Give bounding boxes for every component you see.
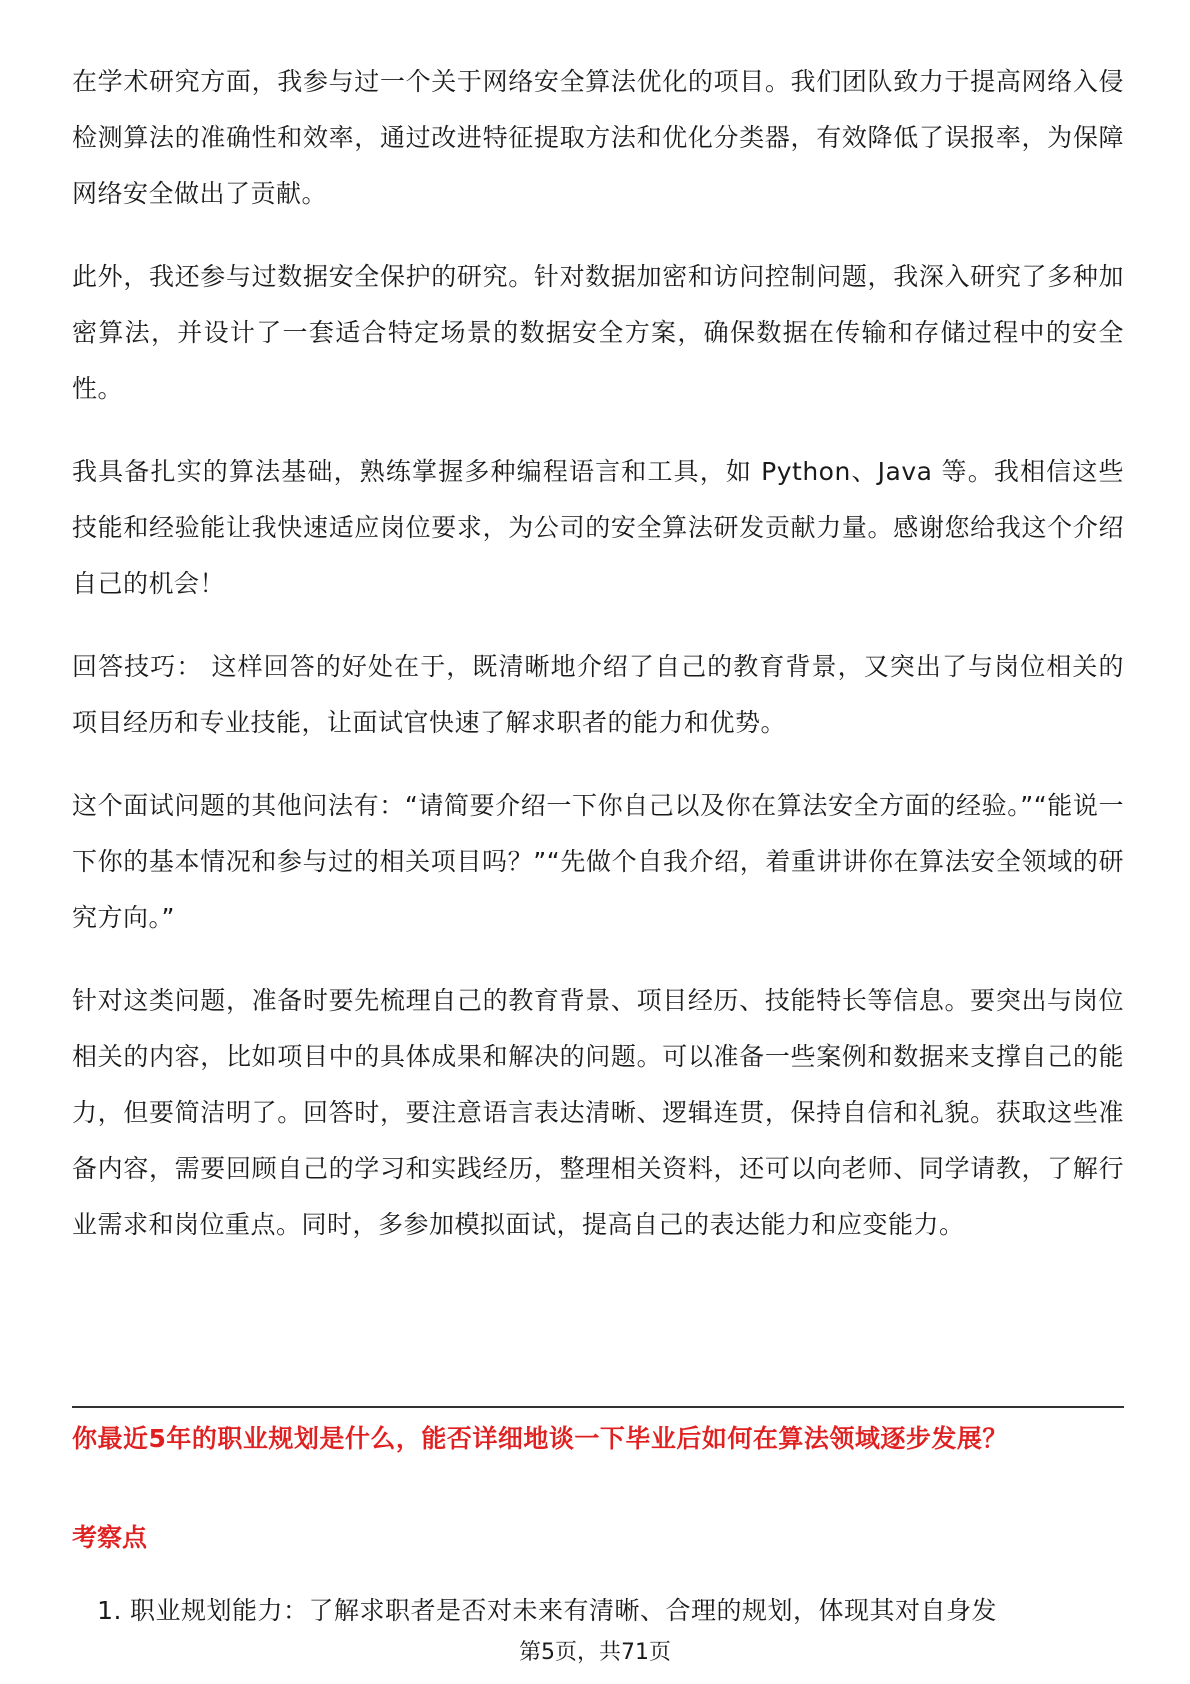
paragraph-preparation-advice: 针对这类问题，准备时要先梳理自己的教育背景、项目经历、技能特长等信息。要突出与岗位相关的内容，比如项目中的具体成果和解决的问题。可以准备一些案例和数据来支撑自己的能力，但要简洁明了。回答时，要注意语言表达清晰、逻辑连贯，保持自信和礼貌。获取这些准备内容，需要回顾自己的学习和实践经历，整理相关资料，还可以向老师、同学请教，了解行业需求和岗位重点。同时，多参加模拟面试，提高自己的表达能力和应变能力。 (72, 986, 1124, 1239)
list-item-number: 1. (97, 1596, 122, 1625)
paragraph-data-security: 此外，我还参与过数据安全保护的研究。针对数据加密和访问控制问题，我深入研究了多种加密算法，并设计了一套适合特定场景的数据安全方案，确保数据在传输和存储过程中的安全性。 (72, 262, 1124, 403)
page-footer: 第5页，共71页 (519, 1640, 671, 1665)
list-item-text: 职业规划能力：了解求职者是否对未来有清晰、合理的规划，体现其对自身发 (130, 1596, 998, 1625)
list-item (72, 1593, 1124, 1629)
paragraph-academic-research: 在学术研究方面，我参与过一个关于网络安全算法优化的项目。我们团队致力于提高网络入侵检测算法的准确性和效率，通过改进特征提取方法和优化分类器，有效降低了误报率，为保障网络安全做出了贡献。 (72, 67, 1124, 208)
section-heading-assessment-points: 考察点 (72, 1523, 148, 1552)
section-divider (72, 1406, 1124, 1408)
paragraph-answer-tips: 回答技巧： 这样回答的好处在于，既清晰地介绍了自己的教育背景，又突出了与岗位相关的项目经历和专业技能，让面试官快速了解求职者的能力和优势。 (72, 652, 1124, 737)
interview-question-heading: 你最近5年的职业规划是什么，能否详细地谈一下毕业后如何在算法领域逐步发展？ (72, 1424, 1008, 1453)
paragraph-skills: 我具备扎实的算法基础，熟练掌握多种编程语言和工具，如 Python、Java 等。我相信这些技能和经验能让我快速适应岗位要求，为公司的安全算法研发贡献力量。感谢您给我这个介绍自己的机会！ (72, 457, 1124, 598)
assessment-points-list (72, 1593, 1124, 1629)
paragraph-alternative-questions: 这个面试问题的其他问法有：“请简要介绍一下你自己以及你在算法安全方面的经验。”“能说一下你的基本情况和参与过的相关项目吗？”“先做个自我介绍，着重讲讲你在算法安全领域的研究方向。” (72, 791, 1124, 932)
document-body (72, 54, 1124, 1280)
